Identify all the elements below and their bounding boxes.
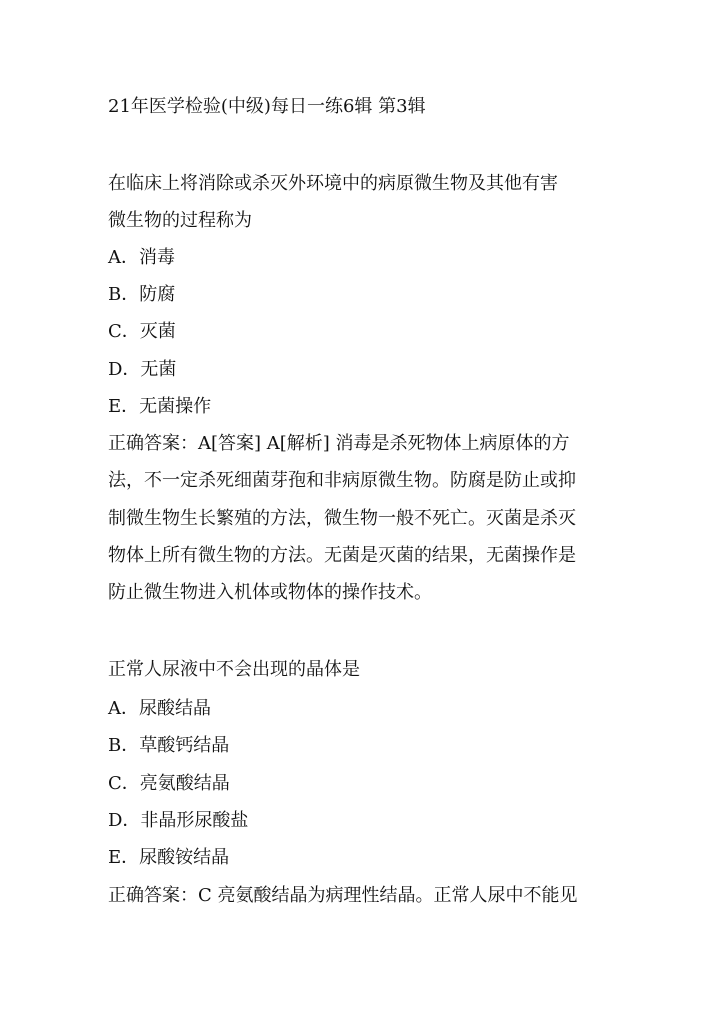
question-2-option-b: B．草酸钙结晶 xyxy=(108,735,230,756)
question-1-answer-line-5: 防止微生物进入机体或物体的操作技术。 xyxy=(108,582,432,603)
question-2-option-a: A．尿酸结晶 xyxy=(108,698,211,719)
question-1-stem-line-2: 微生物的过程称为 xyxy=(108,210,252,231)
question-1-answer-line-3: 制微生物生长繁殖的方法，微生物一般不死亡。灭菌是杀灭 xyxy=(108,508,576,529)
question-1-option-b: B．防腐 xyxy=(108,284,176,305)
question-1-option-e: E．无菌操作 xyxy=(108,396,212,417)
question-2-stem-line-1: 正常人尿液中不会出现的晶体是 xyxy=(108,659,360,680)
question-2-option-d: D．非晶形尿酸盐 xyxy=(108,810,249,831)
question-1-answer-line-1: 正确答案：A[答案] A[解析] 消毒是杀死物体上病原体的方 xyxy=(108,433,570,454)
question-1-answer-line-2: 法，不一定杀死细菌芽孢和非病原微生物。防腐是防止或抑 xyxy=(108,470,576,491)
question-2-answer-line-1: 正确答案：C 亮氨酸结晶为病理性结晶。正常人尿中不能见 xyxy=(108,885,578,906)
question-2-option-e: E．尿酸铵结晶 xyxy=(108,847,230,868)
question-1-option-d: D．无菌 xyxy=(108,359,177,380)
question-1-stem-line-1: 在临床上将消除或杀灭外环境中的病原微生物及其他有害 xyxy=(108,173,558,194)
question-1-option-a: A．消毒 xyxy=(108,247,175,268)
question-2-option-c: C．亮氨酸结晶 xyxy=(108,773,230,794)
document-title: 21年医学检验(中级)每日一练6辑 第3辑 xyxy=(108,96,426,117)
question-1-answer-line-4: 物体上所有微生物的方法。无菌是灭菌的结果，无菌操作是 xyxy=(108,545,576,566)
question-1-option-c: C．灭菌 xyxy=(108,321,176,342)
